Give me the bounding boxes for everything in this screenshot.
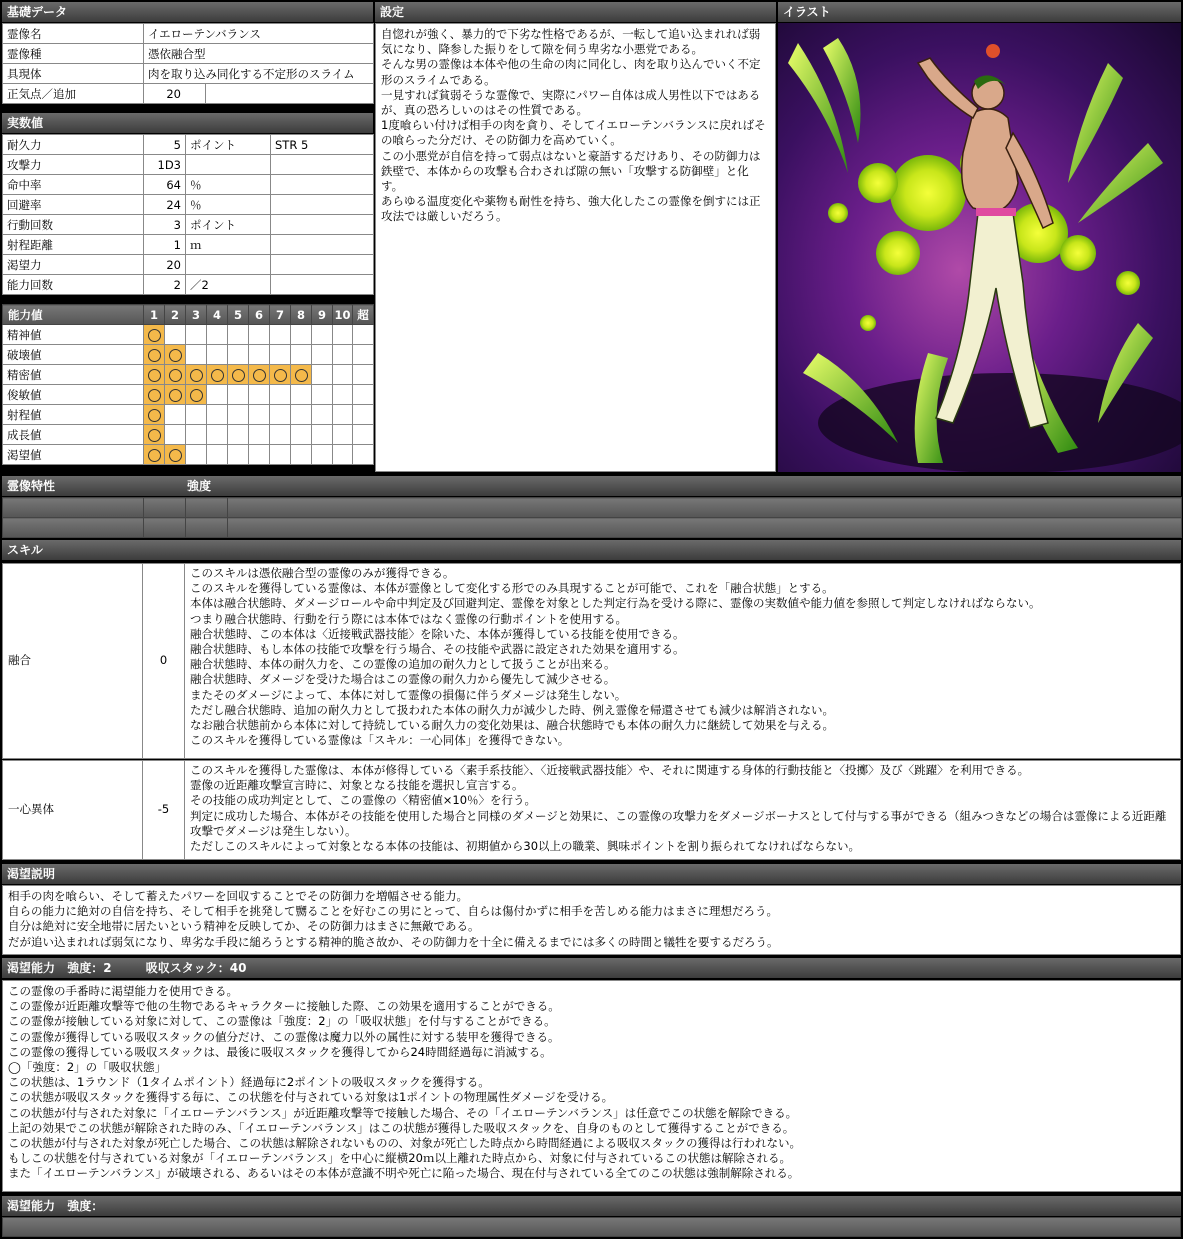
ability-level-empty	[353, 345, 374, 365]
skill-value: -5	[142, 760, 185, 860]
ability-level-empty	[207, 325, 228, 345]
ability-scale-label: 超	[353, 305, 374, 325]
character-illustration	[778, 23, 1181, 472]
ability-level-empty	[312, 445, 333, 465]
ability-level-mark	[144, 365, 165, 385]
ability-level-empty	[165, 405, 186, 425]
ability-level-empty	[312, 325, 333, 345]
basic-label: 霊像種	[3, 44, 144, 64]
craving-stack-value: 40	[229, 961, 247, 975]
stat-extra	[271, 235, 374, 255]
ability-level-empty	[228, 345, 249, 365]
ability-scale-label: 2	[165, 305, 186, 325]
stat-value: 64	[144, 175, 186, 195]
ability-level-empty	[228, 445, 249, 465]
craving-ability2-header	[2, 1196, 1181, 1216]
ability-level-empty	[353, 445, 374, 465]
ability-level-mark	[207, 365, 228, 385]
ability-level-mark	[165, 365, 186, 385]
ability-level-empty	[207, 445, 228, 465]
ability-level-empty	[207, 385, 228, 405]
ability-level-empty	[249, 385, 270, 405]
craving-strength-label: 強度：	[67, 961, 104, 975]
ability-level-empty	[333, 365, 353, 385]
ability-scale-label: 9	[312, 305, 333, 325]
stat-extra	[271, 275, 374, 295]
ability-level-empty	[186, 405, 207, 425]
circle-icon	[232, 369, 245, 382]
trait-cell	[3, 518, 144, 538]
ability-level-empty	[186, 325, 207, 345]
stat-value: 24	[144, 195, 186, 215]
craving-ability-header	[2, 958, 1181, 978]
craving-ability-title: 渇望能力	[7, 961, 56, 975]
traits-header	[2, 476, 1181, 496]
ability-level-empty	[207, 425, 228, 445]
sanity-value: 20	[144, 84, 206, 104]
stat-row	[3, 175, 374, 195]
ability-level-mark	[165, 345, 186, 365]
ability-level-mark	[144, 385, 165, 405]
ability-level-empty	[186, 425, 207, 445]
basic-label: 具現体	[3, 64, 144, 84]
craving-stack-label: 吸収スタック：	[145, 961, 230, 975]
ability-level-empty	[333, 385, 353, 405]
circle-icon	[190, 369, 203, 382]
ability-level-empty	[249, 405, 270, 425]
circle-icon	[148, 369, 161, 382]
stat-row	[3, 275, 374, 295]
skill-name: 融合	[2, 563, 143, 759]
ability-label: 精神値	[3, 325, 144, 345]
basic-row	[3, 24, 374, 44]
ability-label: 射程値	[3, 405, 144, 425]
ability-level-empty	[333, 405, 353, 425]
stat-row	[3, 155, 374, 175]
ability-scale-label: 10	[333, 305, 353, 325]
basic-label: 霊像名	[3, 24, 144, 44]
ability-scale-label: 6	[249, 305, 270, 325]
stat-extra	[271, 195, 374, 215]
craving-ability-text: この霊像の手番時に渇望能力を使用できる。 この霊像が近距離攻撃等で他の生物であるキャラクターに接触した際、この効果を適用することができる。 この霊像が接触している対象に対して、この霊像は「強度：2」の「吸収状態」を付与することができる。 この霊像が獲得している吸収スタックの値分だけ、この霊像は魔力以外の属性に対する装甲を獲得できる。 この霊像の獲得している吸収スタックは、最後に吸収スタックを獲得してから24時間経過毎に消滅する。 ◯「強度：2」の「吸収状態」 この状態は、1ラウンド（1タイムポイント）経過毎に2ポイントの吸収スタックを獲得する。 この状態が吸収スタックを獲得する毎に、この状態を付与されている対象は1ポイントの物理属性ダメージを受ける。 この状態が付与された対象に「イエローテンバランス」が近距離攻撃等で接触した場合、その「イエローテンバランス」は任意でこの状態を解除できる。 上記の効果でこの状態が解除された時のみ、「イエローテンバランス」はこの状態が獲得した吸収スタックを、自身のものとして獲得することができる。 この状態が付与された対象が死亡した場合、この状態は解除されないものの、対象が死亡した時点から時間経過による吸収スタックの獲得は行われない。 もしこの状態を付与されている対象が「イエローテンバランス」を中心に縦横20ｍ以上離れた時点から、対象に付与されているこの状態は解除される。 また「イエローテンバランス」が破壊される、あるいはその本体が意識不明や死亡に陥った場合、現在付与されている全てのこの状態は強制解除される。	[2, 980, 1181, 1192]
ability-scale-label: 3	[186, 305, 207, 325]
ability-scale-label: 7	[270, 305, 291, 325]
stat-row	[3, 255, 374, 275]
trait-cell	[186, 498, 228, 518]
circle-icon	[169, 389, 182, 402]
stat-extra	[271, 155, 374, 175]
stat-extra	[271, 175, 374, 195]
circle-icon	[295, 369, 308, 382]
circle-icon	[169, 369, 182, 382]
skill-text: このスキルは憑依融合型の霊像のみが獲得できる。 このスキルを獲得している霊像は、本体が霊像として変化する形でのみ具現することが可能で、これを「融合状態」とする。 本体は融合状態時、ダメージロールや命中判定及び回避判定、霊像を対象とした判定行為を受ける際に、霊像の実数値や能力値を参照して判定しなければならない。 つまり融合状態時、行動を行う際には本体ではなく霊像の行動ポイントを使用する。 融合状態時、この本体は〈近接戦武器技能〉を除いた、本体が獲得している技能を使用できる。 融合状態時、もし本体の技能で攻撃を行う場合、その技能や武器に設定された効果を適用する。 融合状態時、本体の耐久力を、この霊像の追加の耐久力として扱うことが出来る。 融合状態時、ダメージを受けた場合はこの霊像の耐久力から優先して減少させる。 またそのダメージによって、本体に対して霊像の損傷に伴うダメージは発生しない。 ただし融合状態時、追加の耐久力として扱われた本体の耐久力が減少した時、例え霊像を帰還させても減少は解消されない。 なお融合状態前から本体に対して持続している耐久力の変化効果は、融合状態時でも本体の耐久力に継続して効果を与える。 このスキルを獲得している霊像は「スキル：一心同体」を獲得できない。	[184, 563, 1181, 759]
stat-label: 射程距離	[3, 235, 144, 255]
skill-row	[2, 563, 1181, 759]
stat-row	[3, 195, 374, 215]
ability-level-mark	[144, 325, 165, 345]
traits-title: 霊像特性	[7, 479, 56, 493]
ability-scale-label: 4	[207, 305, 228, 325]
circle-icon	[274, 369, 287, 382]
ability-level-empty	[291, 405, 312, 425]
circle-icon	[148, 429, 161, 442]
circle-icon	[211, 369, 224, 382]
craving-ability2-body	[2, 1217, 1181, 1237]
ability-label: 成長値	[3, 425, 144, 445]
ability-level-empty	[291, 345, 312, 365]
stat-label: 命中率	[3, 175, 144, 195]
basic-value: イエローテンバランス	[144, 24, 374, 44]
ability-level-empty	[249, 325, 270, 345]
stat-value: 1	[144, 235, 186, 255]
stat-unit: ポイント	[186, 135, 271, 155]
ability-level-empty	[186, 345, 207, 365]
ability-level-empty	[228, 385, 249, 405]
illustration-art	[778, 23, 1181, 472]
trait-cell	[144, 518, 186, 538]
stat-value: 1D3	[144, 155, 186, 175]
ability-level-empty	[249, 345, 270, 365]
stat-row	[3, 215, 374, 235]
ability-level-empty	[249, 445, 270, 465]
ability-level-empty	[249, 425, 270, 445]
stat-value: 20	[144, 255, 186, 275]
stat-value: 5	[144, 135, 186, 155]
stat-unit: ％	[186, 175, 271, 195]
ability-label: 破壊値	[3, 345, 144, 365]
stat-extra	[271, 215, 374, 235]
ability-level-empty	[353, 425, 374, 445]
trait-cell	[3, 498, 144, 518]
ability-label: 俊敏値	[3, 385, 144, 405]
illust-header: イラスト	[778, 2, 1181, 22]
ability-level-empty	[207, 345, 228, 365]
skill-row	[2, 760, 1181, 860]
craving-ability2-strength-label: 強度：	[67, 1199, 104, 1213]
ability-level-mark	[144, 405, 165, 425]
setting-header: 設定	[375, 2, 776, 22]
circle-icon	[190, 389, 203, 402]
stat-unit	[186, 155, 271, 175]
circle-icon	[148, 409, 161, 422]
ability-level-empty	[312, 385, 333, 405]
circle-icon	[148, 329, 161, 342]
stat-extra: STR 5	[271, 135, 374, 155]
ability-level-empty	[270, 425, 291, 445]
empty-cell	[206, 84, 374, 104]
ability-row	[3, 345, 374, 365]
craving-strength-value: 2	[103, 961, 112, 975]
ability-level-mark	[186, 385, 207, 405]
ability-level-mark	[165, 445, 186, 465]
stat-unit: ／2	[186, 275, 271, 295]
stat-value: 2	[144, 275, 186, 295]
ability-level-empty	[353, 365, 374, 385]
stat-unit: ポイント	[186, 215, 271, 235]
ability-level-mark	[291, 365, 312, 385]
skill-name: 一心異体	[2, 760, 143, 860]
basic-header: 基礎データ	[2, 2, 373, 22]
craving-text: 相手の肉を喰らい、そして蓄えたパワーを回収することでその防御力を増幅させる能力。 自らの能力に絶対の自信を持ち、そして相手を挑発して嬲ることを好むこの男にとって、自らは傷付かずに相手を苦しめる能力はまさに理想だろう。 自分は絶対に安全地帯に居たいという精神を反映してか、その防御力はまさに無敵である。 だが追い込まれれば弱気になり、卑劣な手段に縋ろうとする精神的脆さ故か、その防御力を十全に備えるまでには多くの時間と犠牲を要するだろう。	[2, 885, 1181, 955]
ability-level-mark	[144, 445, 165, 465]
trait-cell	[228, 498, 1182, 518]
ability-level-empty	[270, 385, 291, 405]
ability-level-empty	[353, 325, 374, 345]
traits-table	[2, 497, 1182, 538]
ability-label: 精密値	[3, 365, 144, 385]
stats-header: 実数値	[2, 113, 373, 133]
stat-label: 耐久力	[3, 135, 144, 155]
basic-row	[3, 84, 374, 104]
traits-strength-label: 強度	[187, 479, 212, 493]
basic-row	[3, 64, 374, 84]
ability-level-empty	[333, 425, 353, 445]
ability-level-empty	[312, 425, 333, 445]
circle-icon	[169, 449, 182, 462]
basic-value: 肉を取り込み同化する不定形のスライム	[144, 64, 374, 84]
ability-level-empty	[165, 425, 186, 445]
ability-level-empty	[228, 405, 249, 425]
ability-level-empty	[228, 325, 249, 345]
ability-level-empty	[353, 385, 374, 405]
ability-level-mark	[270, 365, 291, 385]
ability-level-empty	[270, 405, 291, 425]
skill-text: このスキルを獲得した霊像は、本体が修得している〈素手系技能〉、〈近接戦武器技能〉や、それに関連する身体的行動技能と〈投擲〉及び〈跳躍〉を利用できる。 霊像の近距離攻撃宣言時に、対象となる技能を選択し宣言する。 その技能の成功判定として、この霊像の〈精密値×10％〉を行う。 判定に成功した場合、本体がその技能を使用した場合と同様のダメージと効果に、この霊像の攻撃力をダメージボーナスとして付与する事ができる（組みつきなどの場合は霊像による近距離攻撃でダメージは発生しない）。 ただしこのスキルによって対象となる本体の技能は、初期値から30以上の職業、興味ポイントを割り振られてなければならない。	[184, 760, 1181, 860]
ability-level-empty	[291, 445, 312, 465]
ability-level-mark	[165, 385, 186, 405]
setting-text: 自惚れが強く、暴力的で下劣な性格であるが、一転して追い込まれれば弱気になり、降参した振りをして隙を伺う卑劣な小悪党である。 そんな男の霊像は本体や他の生命の肉に同化し、肉を取り込んでいく不定形のスライムである。 一見すれば貧弱そうな霊像で、実際にパワー自体は成人男性以下ではあるが、真の恐ろしいのはその性質である。 1度喰らい付けば相手の肉を貪り、そしてイエローテンバランスに戻ればその喰らった分だけ、その防御力を高めていく。 この小悪党が自信を持って弱点はないと豪語するだけあり、その防御力は鉄壁で、本体からの攻撃も合わされば隙の無い「攻撃する防御壁」と化す。 あらゆる温度変化や薬物も耐性を持ち、強大化したこの霊像を倒すには正攻法では厳しいだろう。	[375, 23, 776, 472]
ability-level-empty	[291, 385, 312, 405]
ability-level-empty	[312, 365, 333, 385]
ability-level-empty	[207, 405, 228, 425]
circle-icon	[148, 349, 161, 362]
ability-row	[3, 425, 374, 445]
basic-row	[3, 44, 374, 64]
stats-table	[2, 134, 374, 295]
skills-header: スキル	[2, 540, 1181, 560]
stat-row	[3, 135, 374, 155]
stat-row	[3, 235, 374, 255]
ability-level-mark	[186, 365, 207, 385]
ability-level-empty	[333, 325, 353, 345]
ability-row	[3, 405, 374, 425]
ability-row	[3, 325, 374, 345]
trait-cell	[144, 498, 186, 518]
ability-header: 能力値	[3, 305, 144, 325]
ability-level-empty	[270, 445, 291, 465]
stat-unit: ｍ	[186, 235, 271, 255]
ability-level-empty	[353, 405, 374, 425]
ability-table	[2, 304, 374, 465]
ability-scale-label: 5	[228, 305, 249, 325]
circle-icon	[169, 349, 182, 362]
ability-row	[3, 445, 374, 465]
craving-header: 渇望説明	[2, 864, 1181, 884]
trait-row	[3, 498, 1182, 518]
ability-level-empty	[270, 325, 291, 345]
stat-label: 渇望力	[3, 255, 144, 275]
ability-level-empty	[291, 425, 312, 445]
stat-extra	[271, 255, 374, 275]
stat-unit: ％	[186, 195, 271, 215]
stat-label: 攻撃力	[3, 155, 144, 175]
circle-icon	[148, 449, 161, 462]
ability-row	[3, 365, 374, 385]
circle-icon	[148, 389, 161, 402]
stat-unit	[186, 255, 271, 275]
trait-cell	[228, 518, 1182, 538]
stat-value: 3	[144, 215, 186, 235]
stat-label: 行動回数	[3, 215, 144, 235]
ability-level-empty	[312, 405, 333, 425]
ability-level-mark	[144, 345, 165, 365]
ability-row	[3, 385, 374, 405]
ability-level-empty	[333, 345, 353, 365]
ability-level-empty	[291, 325, 312, 345]
ability-level-mark	[228, 365, 249, 385]
ability-level-empty	[228, 425, 249, 445]
ability-level-empty	[270, 345, 291, 365]
basic-value: 憑依融合型	[144, 44, 374, 64]
basic-table	[2, 23, 374, 104]
ability-level-empty	[165, 325, 186, 345]
trait-cell	[186, 518, 228, 538]
stat-label: 能力回数	[3, 275, 144, 295]
ability-level-mark	[144, 425, 165, 445]
ability-level-empty	[312, 345, 333, 365]
ability-label: 渇望値	[3, 445, 144, 465]
ability-level-empty	[333, 445, 353, 465]
trait-row	[3, 518, 1182, 538]
ability-level-mark	[249, 365, 270, 385]
skill-value: 0	[142, 563, 185, 759]
sanity-label: 正気点／追加	[3, 84, 144, 104]
stat-label: 回避率	[3, 195, 144, 215]
craving-ability2-title: 渇望能力	[7, 1199, 56, 1213]
ability-level-empty	[186, 445, 207, 465]
ability-scale-label: 1	[144, 305, 165, 325]
ability-scale-label: 8	[291, 305, 312, 325]
circle-icon	[253, 369, 266, 382]
